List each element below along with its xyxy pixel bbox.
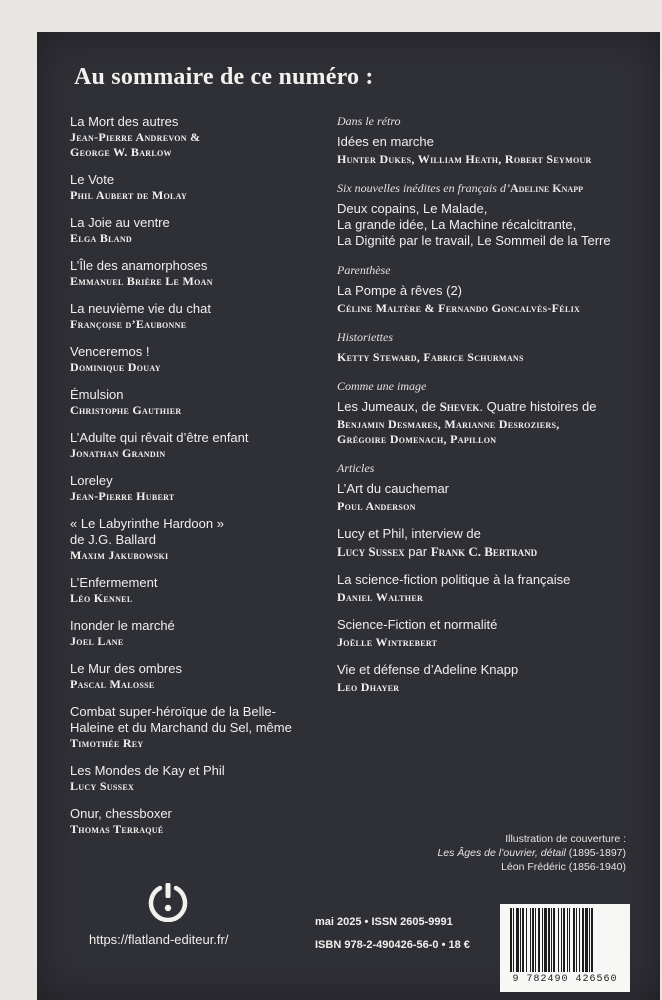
credit-line — [437, 846, 626, 860]
contents-entry — [70, 430, 340, 461]
contents-entry — [70, 172, 340, 203]
section-heading-author: Adeline Knapp — [509, 181, 583, 195]
entry-author: Lucy Sussex — [337, 544, 405, 559]
contents-entry — [70, 806, 340, 837]
barcode-bar — [520, 908, 521, 972]
barcode-bar — [591, 908, 593, 972]
contents-entry — [70, 301, 340, 332]
section-heading: Historiettes — [337, 330, 393, 344]
entry-author: Poul Anderson — [337, 499, 416, 513]
contents-left-column — [70, 114, 340, 849]
section-parenthese — [337, 263, 657, 316]
barcode-bar — [532, 908, 534, 972]
entry-author: Phil Aubert de Molay — [70, 188, 188, 202]
barcode-bar — [579, 908, 580, 972]
barcode-bar — [567, 908, 568, 972]
entry-title — [337, 526, 657, 542]
entry-title: Onur, chessboxer — [70, 806, 172, 821]
section-historiettes — [337, 330, 657, 365]
barcode-bar — [516, 908, 519, 972]
contents-entry — [70, 618, 340, 649]
entry-title: La science-fiction politique à la française — [337, 572, 571, 587]
contents-entry — [70, 704, 340, 751]
entry-title: « Le Labyrinthe Hardoon » de J.G. Ballard — [70, 516, 224, 547]
barcode-bar — [551, 908, 552, 972]
barcode-bar — [526, 908, 527, 972]
credit-artwork-title: Les Âges de l’ouvrier, détail — [437, 847, 566, 859]
barcode-bar — [530, 908, 531, 972]
flatland-logo-icon — [147, 880, 189, 922]
entry-title — [337, 399, 657, 415]
entry-title: La Joie au ventre — [70, 215, 170, 230]
section-heading — [337, 181, 657, 196]
contents-entry — [70, 473, 340, 504]
barcode-bars-icon — [510, 908, 620, 972]
barcode-bar — [544, 908, 547, 972]
barcode-number: 9 782490 426560 — [512, 974, 618, 985]
entry-author: Jean-Pierre Andrevon & George W. Barlow — [70, 130, 201, 159]
entry-author: Joel Lane — [70, 634, 124, 648]
barcode-bar — [561, 908, 562, 972]
entry-author: Elga Bland — [70, 231, 133, 245]
entry-author: Jonathan Grandin — [70, 446, 166, 460]
entry-title: La Pompe à rêves (2) — [337, 283, 463, 298]
isbn-barcode — [500, 904, 630, 992]
entry-title-start: Lucy et Phil — [337, 526, 405, 541]
article-entry — [337, 662, 657, 695]
entry-title: L’Art du cauchemar — [337, 481, 450, 496]
contents-entry — [70, 661, 340, 692]
entry-author-line — [337, 544, 657, 560]
entry-title-end: , interview de — [404, 526, 481, 541]
section-heading: Comme une image — [337, 379, 427, 393]
entry-author: Dominique Douay — [70, 360, 161, 374]
barcode-bar — [573, 908, 575, 972]
contents-entry — [70, 575, 340, 606]
contents-entry — [70, 258, 340, 289]
credit-line: Léon Frédéric (1856-1940) — [501, 861, 626, 873]
entry-author: Françoise d’Eaubonne — [70, 317, 187, 331]
contents-entry — [70, 344, 340, 375]
section-heading-text: Six nouvelles inédites en français d’ — [337, 181, 510, 195]
entry-author: Jean-Pierre Hubert — [70, 489, 175, 503]
entry-author: Ketty Steward, Fabrice Schurmans — [337, 350, 524, 364]
entry-title: La neuvième vie du chat — [70, 301, 211, 316]
contents-entry — [70, 387, 340, 418]
entry-author: Pascal Malosse — [70, 677, 155, 691]
entry-title: Idées en marche — [337, 134, 434, 149]
entry-author: Emmanuel Brière Le Moan — [70, 274, 213, 288]
article-entry — [337, 526, 657, 560]
barcode-bar — [538, 908, 540, 972]
barcode-bar — [535, 908, 536, 972]
entry-author: Maxim Jakubowski — [70, 548, 169, 562]
entry-title: Le Mur des ombres — [70, 661, 182, 676]
barcode-bar — [589, 908, 590, 972]
entry-par: par — [404, 544, 431, 559]
entry-author: Hunter Dukes, William Heath, Robert Seymour — [337, 152, 592, 166]
contents-entry — [70, 215, 340, 246]
section-heading: Parenthèse — [337, 263, 391, 277]
barcode-bar — [548, 908, 550, 972]
entry-title: L’Enfermement — [70, 575, 158, 590]
entry-author: Daniel Walther — [337, 590, 424, 604]
entry-title: Vie et défense d’Adeline Knapp — [337, 662, 519, 677]
entry-author: Christophe Gauthier — [70, 403, 182, 417]
entry-title: Les Mondes de Kay et Phil — [70, 763, 225, 778]
barcode-bar — [582, 908, 584, 972]
entry-title: L’Île des anamorphoses — [70, 258, 208, 273]
barcode-bar — [563, 908, 565, 972]
page-title: Au sommaire de ce numéro : — [74, 64, 374, 90]
entry-titles: Deux copains, Le Malade, La grande idée, La Machine récalcitrante, La Dignité par le travail, Le Sommeil de la Terre — [337, 201, 611, 248]
entry-title: Combat super-héroïque de la Belle- Haleine et du Marchand du Sel, même — [70, 704, 292, 735]
publisher-website-link[interactable]: https://flatland-editeur.fr/ — [89, 932, 229, 947]
contents-entry — [70, 763, 340, 794]
barcode-bar — [576, 908, 577, 972]
entry-author: Joëlle Wintrebert — [337, 635, 438, 649]
barcode-bar — [510, 908, 512, 972]
barcode-bar — [513, 908, 514, 972]
barcode-bar — [553, 908, 555, 972]
entry-author: Lucy Sussex — [70, 779, 135, 793]
article-entry — [337, 481, 657, 514]
entry-title: L’Adulte qui rêvait d’être enfant — [70, 430, 249, 445]
back-cover — [37, 32, 660, 1000]
entry-title-end: . Quatre histoires de — [479, 399, 597, 414]
section-retro — [337, 114, 657, 167]
section-articles — [337, 461, 657, 695]
entry-title: Science-Fiction et normalité — [337, 617, 498, 632]
publication-info — [315, 911, 470, 957]
contents-entry — [70, 114, 340, 160]
entry-author: Frank C. Bertrand — [430, 544, 538, 559]
entry-title: Inonder le marché — [70, 618, 175, 633]
publication-date-issn: mai 2025 • ISSN 2605-9991 — [315, 916, 453, 928]
entry-author: Léo Kennel — [70, 591, 133, 605]
entry-author: Leo Dhayer — [337, 680, 400, 694]
credit-line: Illustration de couverture : — [505, 833, 626, 845]
entry-title: Venceremos ! — [70, 344, 150, 359]
entry-title: Le Vote — [70, 172, 115, 187]
article-entry — [337, 572, 657, 605]
entry-title: Loreley — [70, 473, 113, 488]
entry-title: Émulsion — [70, 387, 124, 402]
barcode-bar — [542, 908, 543, 972]
publication-isbn-price: ISBN 978-2-490426-56-0 • 18 € — [315, 939, 470, 951]
entry-author: Timothée Rey — [70, 736, 144, 750]
entry-title: La Mort des autres — [70, 114, 179, 129]
entry-author: Thomas Terraqué — [70, 822, 164, 836]
barcode-bar — [569, 908, 570, 972]
section-comme-une-image — [337, 379, 657, 447]
cover-illustration-credit — [437, 832, 626, 874]
entry-author: Céline Maltère & Fernando Goncalvès-Félix — [337, 301, 581, 315]
barcode-bar — [585, 908, 588, 972]
credit-artwork-years: (1895-1897) — [565, 847, 626, 859]
article-entry — [337, 617, 657, 650]
section-heading: Articles — [337, 461, 375, 475]
section-heading: Dans le rétro — [337, 114, 401, 128]
barcode-bar — [522, 908, 524, 972]
contents-entry — [70, 516, 340, 563]
entry-author: Benjamin Desmares, Marianne Desroziers, Grégoire Domenach, Papillon — [337, 417, 560, 446]
contents-right-column — [337, 114, 657, 709]
section-knapp — [337, 181, 657, 249]
entry-title-start: Les Jumeaux, de — [337, 399, 440, 414]
entry-title-author: Shevek — [439, 399, 480, 414]
barcode-bar — [558, 908, 559, 972]
